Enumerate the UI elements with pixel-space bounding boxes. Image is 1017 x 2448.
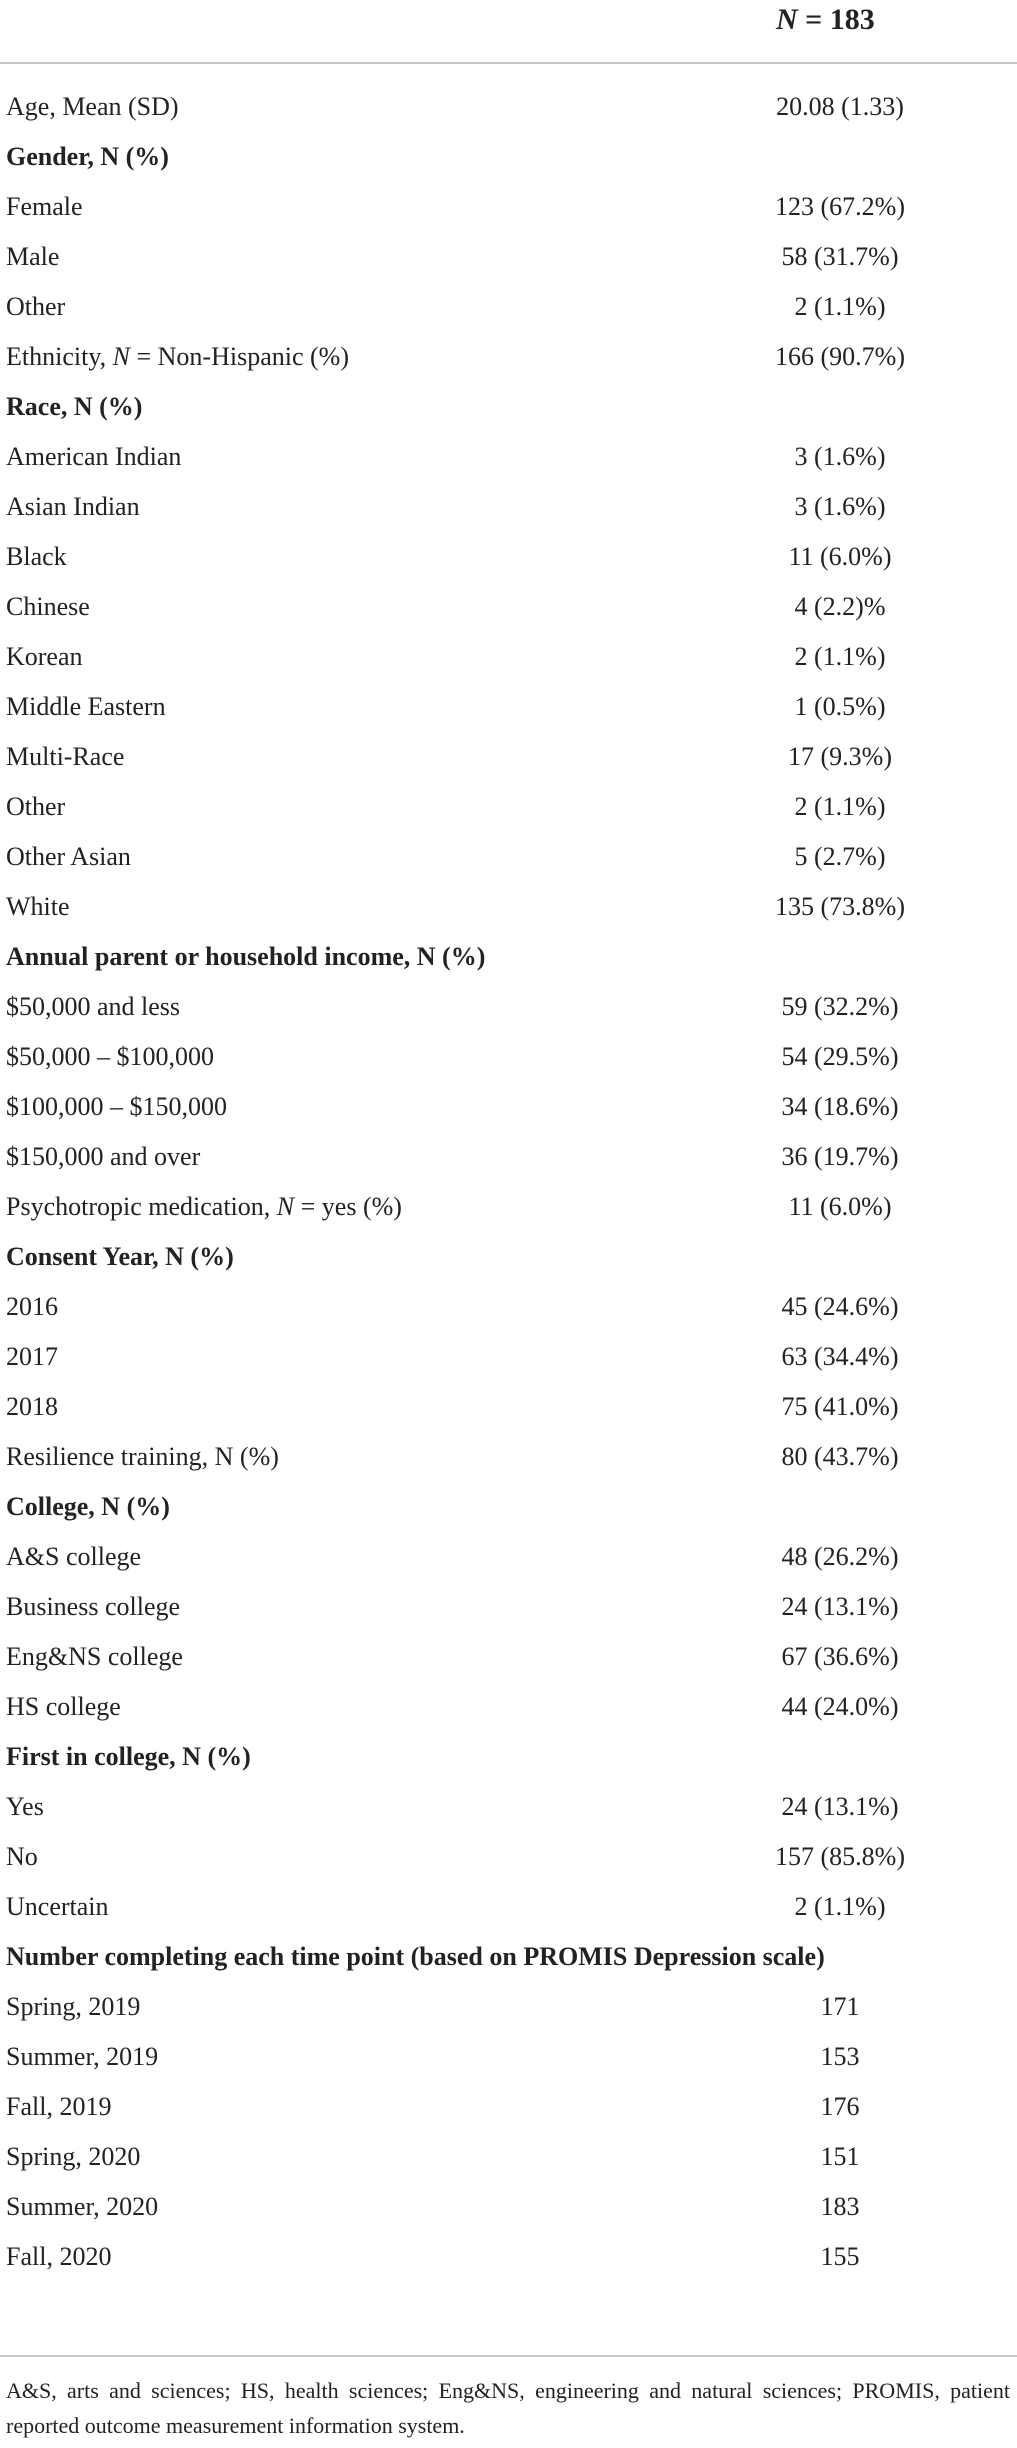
row-label: Male <box>6 242 60 271</box>
table-body <box>0 87 1017 2287</box>
section-heading: Consent Year, N (%) <box>6 1242 234 1271</box>
row-value: 171 <box>820 1992 860 2021</box>
row-label: 2016 <box>6 1292 58 1321</box>
row-label: Spring, 2020 <box>6 2142 141 2171</box>
table-row <box>0 237 1017 287</box>
row-value: 63 (34.4%) <box>781 1342 899 1371</box>
row-value: 176 <box>820 2092 860 2121</box>
section-heading: College, N (%) <box>6 1492 170 1521</box>
table-row <box>0 87 1017 137</box>
row-value: 24 (13.1%) <box>781 1592 899 1621</box>
row-label: HS college <box>6 1692 121 1721</box>
row-label: Fall, 2019 <box>6 2092 112 2121</box>
row-value: 3 (1.6%) <box>794 442 886 471</box>
table-row <box>0 1537 1017 1587</box>
section-heading: First in college, N (%) <box>6 1742 251 1771</box>
table-section-row <box>0 937 1017 987</box>
table-row <box>0 987 1017 1037</box>
row-label: Uncertain <box>6 1892 109 1921</box>
row-value: 20.08 (1.33) <box>776 92 904 121</box>
row-value: 54 (29.5%) <box>781 1042 899 1071</box>
table-row <box>0 187 1017 237</box>
row-value: 11 (6.0%) <box>788 1192 892 1221</box>
row-label: Female <box>6 192 83 221</box>
row-value: 58 (31.7%) <box>781 242 899 271</box>
row-label: Other Asian <box>6 842 131 871</box>
table-header <box>0 0 1017 64</box>
row-label: Asian Indian <box>6 492 140 521</box>
row-value: 67 (36.6%) <box>781 1642 899 1671</box>
row-value: 2 (1.1%) <box>794 792 886 821</box>
row-label: $50,000 and less <box>6 992 181 1021</box>
table-row <box>0 1437 1017 1487</box>
row-value: 80 (43.7%) <box>781 1442 899 1471</box>
table-row <box>0 1387 1017 1437</box>
row-value: 2 (1.1%) <box>794 1892 886 1921</box>
table-row <box>0 1187 1017 1237</box>
table-row <box>0 1137 1017 1187</box>
table-row <box>0 787 1017 837</box>
row-value: 44 (24.0%) <box>781 1692 899 1721</box>
section-heading: Race, N (%) <box>6 392 143 421</box>
row-label: Business college <box>6 1592 181 1621</box>
row-value: 183 <box>820 2192 860 2221</box>
table-row <box>0 1287 1017 1337</box>
row-label: No <box>6 1842 38 1871</box>
row-value: 24 (13.1%) <box>781 1792 899 1821</box>
table-row <box>0 1687 1017 1737</box>
row-value: 17 (9.3%) <box>788 742 892 771</box>
table-section-row <box>0 387 1017 437</box>
table-row <box>0 1837 1017 1887</box>
row-value: 4 (2.2)% <box>794 592 886 621</box>
table-row <box>0 1337 1017 1387</box>
row-label: Spring, 2019 <box>6 1992 141 2021</box>
row-label: American Indian <box>6 442 182 471</box>
row-label: Other <box>6 292 66 321</box>
table-row <box>0 1787 1017 1837</box>
row-value: 153 <box>820 2042 860 2071</box>
row-value: 2 (1.1%) <box>794 292 886 321</box>
table-row <box>0 587 1017 637</box>
table-row <box>0 1637 1017 1687</box>
row-value: 75 (41.0%) <box>781 1392 899 1421</box>
row-value: 157 (85.8%) <box>775 1842 905 1871</box>
row-label: Summer, 2019 <box>6 2042 159 2071</box>
row-label: Multi-Race <box>6 742 125 771</box>
row-value: 151 <box>820 2142 860 2171</box>
row-value: 34 (18.6%) <box>781 1092 899 1121</box>
table-footer-divider <box>0 2355 1017 2357</box>
table-row <box>0 887 1017 937</box>
table-section-row <box>0 1487 1017 1537</box>
row-label: Middle Eastern <box>6 692 166 721</box>
row-value: 5 (2.7%) <box>794 842 886 871</box>
row-value: 48 (26.2%) <box>781 1542 899 1571</box>
row-label: Resilience training, N (%) <box>6 1442 279 1471</box>
row-label: Black <box>6 542 67 571</box>
table-row <box>0 687 1017 737</box>
table-row <box>0 1887 1017 1937</box>
table-row <box>0 437 1017 487</box>
row-label: $100,000 – $150,000 <box>6 1092 227 1121</box>
row-label: A&S college <box>6 1542 142 1571</box>
table-row <box>0 537 1017 587</box>
table-row <box>0 487 1017 537</box>
table-row <box>0 2187 1017 2237</box>
sample-size-value: = 183 <box>805 3 875 36</box>
row-label: Ethnicity, N = Non-Hispanic (%) <box>6 342 349 371</box>
table-row <box>0 1087 1017 1137</box>
table-row <box>0 1037 1017 1087</box>
table-section-row <box>0 137 1017 187</box>
table-row <box>0 1587 1017 1637</box>
table-section-row <box>0 1737 1017 1787</box>
table-row <box>0 637 1017 687</box>
row-value: 11 (6.0%) <box>788 542 892 571</box>
table-section-row <box>0 1237 1017 1287</box>
sample-size-heading <box>776 0 875 40</box>
table-row <box>0 2137 1017 2187</box>
section-heading: Annual parent or household income, N (%) <box>6 942 486 971</box>
row-value: 1 (0.5%) <box>794 692 886 721</box>
row-value: 123 (67.2%) <box>775 192 905 221</box>
row-label: 2017 <box>6 1342 58 1371</box>
row-value: 3 (1.6%) <box>794 492 886 521</box>
table-row <box>0 2037 1017 2087</box>
table-row <box>0 2087 1017 2137</box>
table-row <box>0 1987 1017 2037</box>
row-label: Fall, 2020 <box>6 2242 112 2271</box>
row-label: Korean <box>6 642 83 671</box>
row-label: White <box>6 892 70 921</box>
sample-size-symbol: N <box>776 3 798 36</box>
row-label: 2018 <box>6 1392 58 1421</box>
row-value: 155 <box>820 2242 860 2271</box>
row-value: 2 (1.1%) <box>794 642 886 671</box>
section-heading: Number completing each time point (based on PROMIS Depression scale) <box>6 1942 825 1971</box>
row-label: $150,000 and over <box>6 1142 201 1171</box>
row-label: Chinese <box>6 592 90 621</box>
row-value: 36 (19.7%) <box>781 1142 899 1171</box>
row-label: Summer, 2020 <box>6 2192 159 2221</box>
table-row <box>0 837 1017 887</box>
table-section-row <box>0 1937 1017 1987</box>
row-label: Age, Mean (SD) <box>6 92 179 121</box>
table-row <box>0 2237 1017 2287</box>
section-heading: Gender, N (%) <box>6 142 169 171</box>
row-label: Other <box>6 792 66 821</box>
row-label: Psychotropic medication, N = yes (%) <box>6 1192 402 1221</box>
table-footnote: A&S, arts and sciences; HS, health sciences; Eng&NS, engineering and natural sciences; PROMIS, patient reported outcome measurement information system. <box>6 2378 1010 2438</box>
table-row <box>0 337 1017 387</box>
row-value: 166 (90.7%) <box>775 342 905 371</box>
table-row <box>0 287 1017 337</box>
row-label: Eng&NS college <box>6 1642 183 1671</box>
row-label: $50,000 – $100,000 <box>6 1042 214 1071</box>
row-value: 45 (24.6%) <box>781 1292 899 1321</box>
table-row <box>0 737 1017 787</box>
row-value: 135 (73.8%) <box>775 892 905 921</box>
row-label: Yes <box>6 1792 44 1821</box>
row-value: 59 (32.2%) <box>781 992 899 1021</box>
